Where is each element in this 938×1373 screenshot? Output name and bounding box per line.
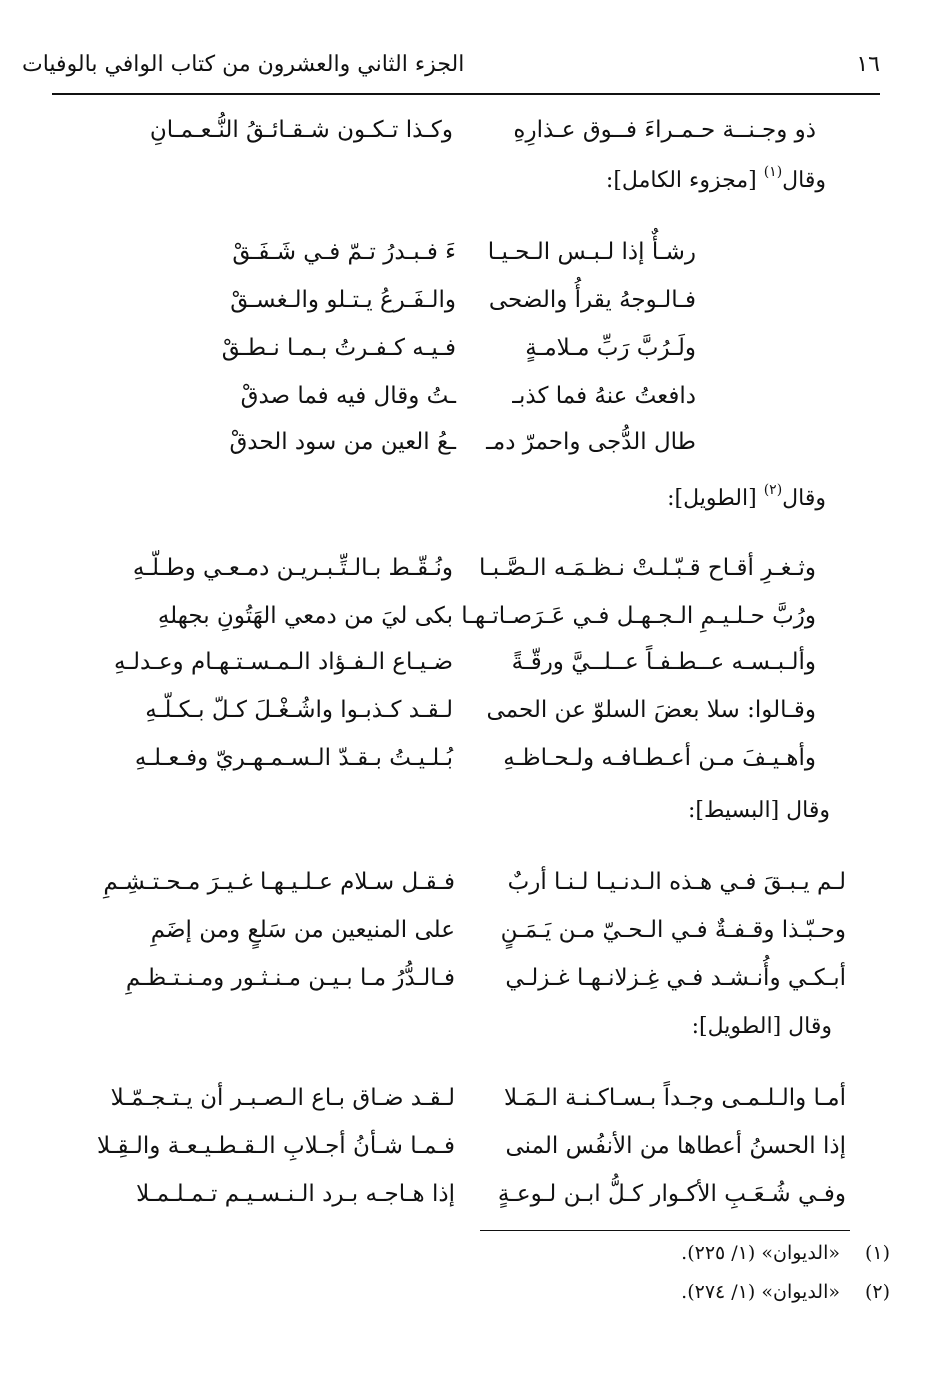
verse-first-hemistich: إذا الحسنُ أعطاها من الأنفُس المنى <box>505 1133 846 1159</box>
footnote-ref: (٢) <box>763 482 783 498</box>
footnote-number: (١) <box>864 1242 890 1264</box>
verse-second-hemistich: وكـذا تـكـون شـقـائـقُ النُّـعـمـانِ <box>149 117 453 143</box>
verse-first-hemistich: دافعتُ عنهُ فما كذبـ <box>512 383 696 409</box>
verse-second-hemistich: فـمـا شـأنُ أجـلابِ الـقـطـيـعـة والـقِـلا <box>97 1133 455 1159</box>
verse-second-hemistich: فـالـدُّرُ مـا بـيـن مـنـثـور ومـنـتـظـمِ <box>125 965 455 991</box>
footnote-text: «الديوان» (١/ ٢٧٤). <box>681 1281 840 1303</box>
intro-text: وقال <box>786 797 830 823</box>
meter-label: [الطويل]: <box>691 1013 782 1039</box>
verse-first-hemistich: طال الدُّجى واحمرّ دمـ <box>486 429 696 455</box>
page-number: ١٦ <box>856 51 880 77</box>
meter-label: [مجزوء الكامل]: <box>605 167 757 193</box>
verse-first-hemistich: وقـالوا: سلا بعضَ السلوّ عن الحمى <box>486 697 816 723</box>
verse-first-hemistich: ولَـرُبَّ رَبِّ مـلامـةٍ <box>525 335 696 361</box>
poem-intro <box>606 162 826 198</box>
verse-second-hemistich: على المنيعين من سَلعٍ ومن إضَمِ <box>150 917 455 943</box>
verse-first-hemistich: وحـبّـذا وقـفـةٌ فـي الـحـيّ مـن يَـمَـنٍ <box>500 917 846 943</box>
footnote-number: (٢) <box>864 1281 890 1303</box>
verse-second-hemistich: ضـيـاع الـفـؤاد الـمـسـتـهـام وعـدلـهِ <box>113 649 453 675</box>
meter-label: [الطويل]: <box>667 485 757 511</box>
verse-second-hemistich: ءَ فـبـدرُ تـمّ فـي شَـفَـقْ <box>232 239 456 265</box>
footnote-rule <box>480 1230 850 1231</box>
verse-second-hemistich: إذا هـاجـه بـرد الـنـسـيـم تـمـلـمـلا <box>136 1181 455 1207</box>
verse-second-hemistich: فـقـل سـلام عـلـيـهـا غـيـرَ مـحـتـشِـمِ <box>103 869 455 895</box>
footnote-text: «الديوان» (١/ ٢٢٥). <box>681 1242 840 1264</box>
verse-second-hemistich: ـتُ وقال فيه فما صدقْ <box>240 383 456 409</box>
poem-intro <box>688 792 830 828</box>
verse-first-hemistich: وأهـيـفَ مـن أعـطـافـه ولـحـاظـهِ <box>503 745 816 771</box>
verse-second-hemistich: بُـلـيـتُ بـقـدّ الـسـمـهـريّ وفـعـلـهِ <box>134 745 453 771</box>
verse-first-hemistich: أمـا والـلـمـى وجـداً بـسـاكـنـة الـمَـلا <box>503 1085 846 1111</box>
verse-first-hemistich: أبـكـي وأُنـشـد فـي غِـزلانـهـا غـزلـي <box>505 965 846 991</box>
intro-text: وقال <box>782 167 826 193</box>
verse-second-hemistich: بكى ليَ من دمعي الهَتُونِ بجهلهِ <box>157 603 453 629</box>
running-title: الجزء الثاني والعشرون من كتاب الوافي بالوفيات <box>22 51 465 77</box>
intro-text: وقال <box>788 1013 832 1039</box>
footnote-ref: (١) <box>763 164 783 180</box>
verse-first-hemistich: وألـبـسـه عــطـفـاً عــلــيَّ ورقّـةً <box>511 649 816 675</box>
verse-second-hemistich: لـقـد كـذبـوا واشُـغْـلَ كـلّ بـكـلّـهِ <box>145 697 453 723</box>
verse-second-hemistich: والـفَـرعُ يـتـلو والـغسـقْ <box>230 287 456 313</box>
verse-first-hemistich: وفـي شُـعَـبِ الأكـوار كـلُّ ابـن لـوعـةٍ <box>497 1181 846 1207</box>
verse-first-hemistich: ذو وجـنــة حـمـراءَ فــوق عـذارِهِ <box>513 117 816 143</box>
footnote <box>681 1277 890 1307</box>
verse-first-hemistich: لـم يـبـقَ فـي هـذه الـدنـيـا لـنـا أربٌ <box>507 869 846 895</box>
verse-first-hemistich: فـالـوجهُ يقرأُ والضحى <box>488 287 696 313</box>
verse-second-hemistich: فـيـه كـفـرتُ بـمـا نـطـقْ <box>221 335 456 361</box>
poem-intro <box>692 1008 832 1044</box>
meter-label: [البسيط]: <box>687 797 780 823</box>
verse-first-hemistich: رشـأٌ إذا لـبـس الـحـيـا <box>487 239 696 265</box>
verse-second-hemistich: ـعُ العين من سود الحدقْ <box>229 429 456 455</box>
verse-first-hemistich: وثـغـرِ أقـاح قـبّـلـتْ نـظـمَـه الـصَّـبـا <box>479 555 816 581</box>
running-header <box>22 44 880 84</box>
header-rule <box>52 93 880 95</box>
poem-intro <box>667 480 826 516</box>
verse-first-hemistich: ورُبَّ حـلـيـمِ الـجـهـل فـي عَـرَصـاتـهـا <box>461 603 816 629</box>
verse-second-hemistich: لـقـد ضـاق بـاع الـصـبـر أن يـتـجـمّـلا <box>110 1085 455 1111</box>
intro-text: وقال <box>782 485 826 511</box>
footnote <box>681 1238 890 1268</box>
verse-second-hemistich: ونُـقّـط بـالـتِّـبـريـن دمـعـي وطـلّـهِ <box>132 555 453 581</box>
